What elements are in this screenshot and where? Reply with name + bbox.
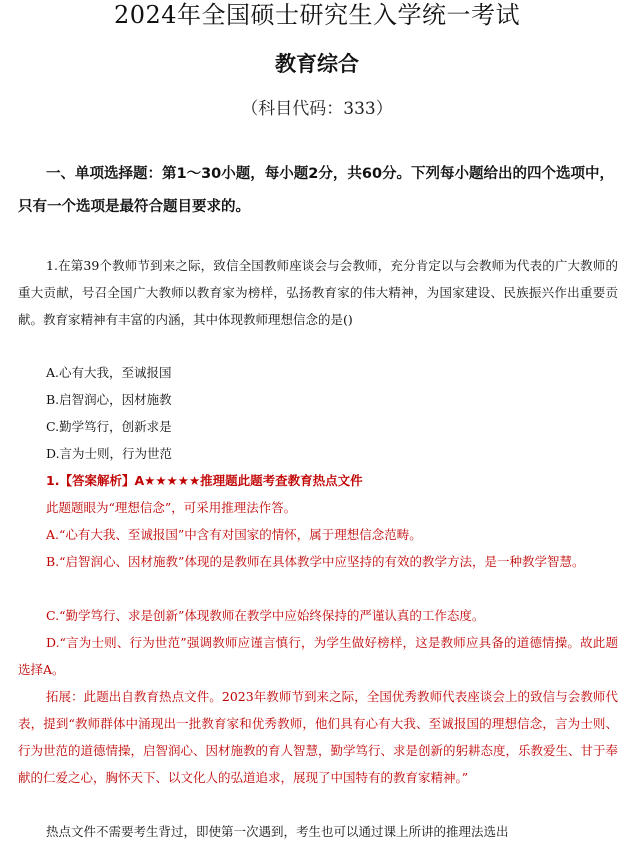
subject-name: 教育综合 xyxy=(275,52,359,76)
question-stem: 1.在第39个教师节到来之际，致信全国教师座谈会与会教师，充分肯定以与会教师为代表的广大教师的重大贡献，号召全国广大教师以教育家为榜样，弘扬教育家的伟大精神，为国家建设、民族振兴作出重要贡献。教育家精神有丰富的内涵，其中体现教师理想信念的是() xyxy=(18,258,618,327)
subject-code: （科目代码：333） xyxy=(241,99,393,119)
exam-title: 2024年全国硕士研究生入学统一考试 xyxy=(113,1,521,29)
option-a: A.心有大我，至诚报国 xyxy=(46,365,172,380)
option-b: B.启智润心，因材施教 xyxy=(46,392,172,407)
section-heading: 一、单项选择题：第1～30小题，每小题2分，共60分。下列每小题给出的四个选项中，只有一个选项是最符合题目要求的。 xyxy=(18,166,615,215)
footer-note: 热点文件不需要考生背过，即使第一次遇到，考生也可以通过课上所讲的推理法选出 xyxy=(46,824,509,839)
extension-paragraph: 拓展：此题出自教育热点文件。2023年教师节到来之际，全国优秀教师代表座谈会上的致信与会教师代表，提到“教师群体中涌现出一批教育家和优秀教师，他们具有心有大我、至诚报国的理想信念，言为士则、行为世范的道德情操，启智润心、因材施教的育人智慧，勤学笃行、求是创新的躬耕态度，乐教爱生、甘于奉献的仁爱之心，胸怀天下、以文化人的弘道追求，展现了中国特有的教育家精神。” xyxy=(18,689,619,785)
analysis-line: B.“启智润心、因材施教”体现的是教师在具体教学中应坚持的有效的教学方法，是一种教学智慧。 xyxy=(46,554,585,569)
answer-heading: 1.【答案解析】A★★★★★推理题此题考查教育热点文件 xyxy=(46,473,363,488)
analysis-line: A.“心有大我、至诚报国”中含有对国家的情怀，属于理想信念范畴。 xyxy=(46,527,422,542)
analysis-line: C.“勤学笃行、求是创新”体现教师在教学中应始终保持的严谨认真的工作态度。 xyxy=(46,608,485,623)
option-c: C.勤学笃行，创新求是 xyxy=(46,419,172,434)
option-d: D.言为士则，行为世范 xyxy=(46,446,173,461)
analysis-line: D.“言为士则、行为世范”强调教师应谨言慎行，为学生做好榜样，这是教师应具备的道德情操。故此题选择A。 xyxy=(18,635,618,677)
analysis-line: 此题题眼为“理想信念”，可采用推理法作答。 xyxy=(46,500,297,515)
